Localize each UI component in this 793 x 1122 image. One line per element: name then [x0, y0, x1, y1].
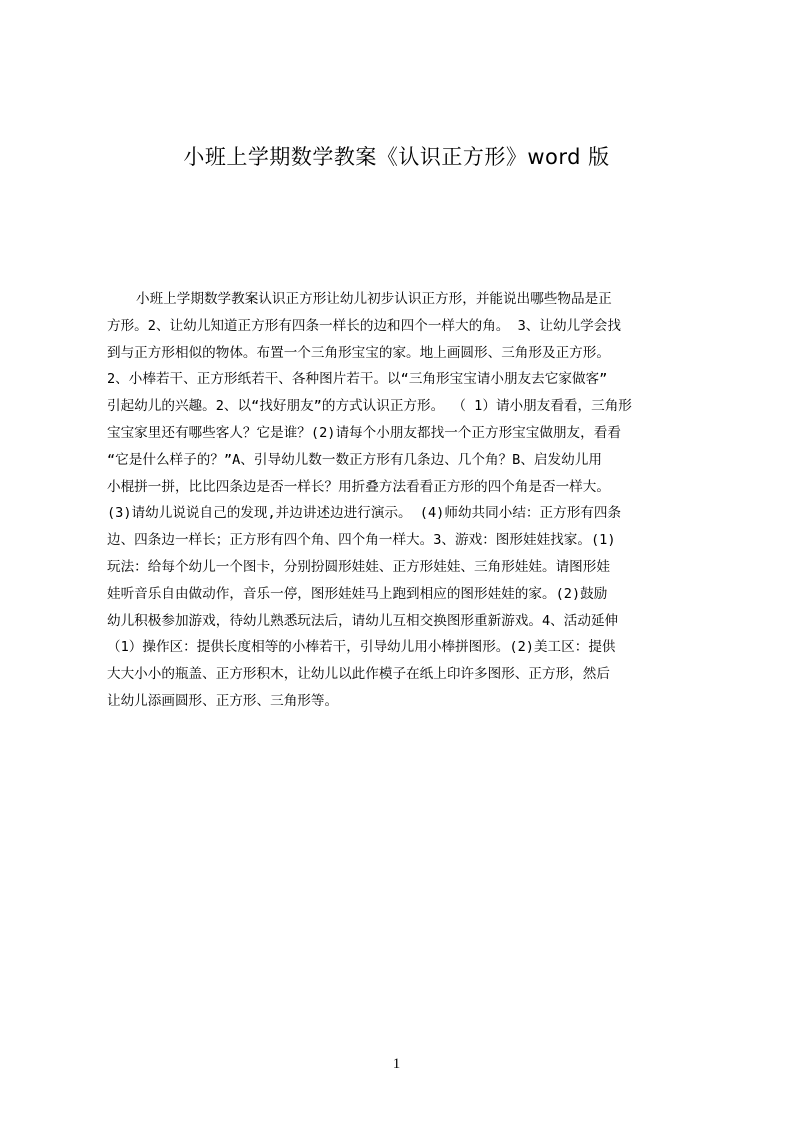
body-line: 引起幼儿的兴趣。2、以“找好朋友”的方式认识正方形。 （ 1）请小朋友看看，三角形 [107, 398, 632, 415]
body-line: 宝宝家里还有哪些客人？它是谁？(2)请每个小朋友都找一个正方形宝宝做朋友，看看 [107, 424, 621, 441]
body-line: 小棍拼一拼，比比四条边是否一样长？用折叠方法看看正方形的四个角是否一样大。 [107, 478, 610, 495]
body-line: (3)请幼儿说说自己的发现,并边讲述边进行演示。 (4)师幼共同小结：正方形有四条 [107, 505, 622, 522]
body-line: 大大小小的瓶盖、正方形积木，让幼儿以此作模子在纸上印许多图形、正方形，然后 [107, 666, 610, 683]
body-line: 幼儿积极参加游戏，待幼儿熟悉玩法后，请幼儿互相交换图形重新游戏。4、活动延伸 [107, 612, 619, 629]
page-number: 1 [392, 1056, 401, 1072]
body-line: 玩法：给每个幼儿一个图卡，分别扮圆形娃娃、正方形娃娃、三角形娃娃。请图形娃 [107, 558, 610, 575]
body-line: 边、四条边一样长；正方形有四个角、四个角一样大。3、游戏：图形娃娃找家。(1) [107, 532, 616, 549]
document-title: 小班上学期数学教案《认识正方形》word 版 [183, 145, 610, 169]
document-body [107, 286, 701, 715]
body-line: 2、小棒若干、正方形纸若干、各种图片若干。以“三角形宝宝请小朋友去它家做客” [107, 371, 608, 388]
body-line: 小班上学期数学教案认识正方形让幼儿初步认识正方形，并能说出哪些物品是正 [136, 291, 612, 307]
body-line: 方形。2、让幼儿知道正方形有四条一样长的边和四个一样大的角。 3、让幼儿学会找 [107, 317, 621, 334]
body-line: 娃听音乐自由做动作，音乐一停，图形娃娃马上跑到相应的图形娃娃的家。(2)鼓励 [107, 585, 608, 602]
body-line: “它是什么样子的？”A、引导幼儿数一数正方形有几条边、几个角？B、启发幼儿用 [107, 451, 602, 468]
body-line: （1）操作区：提供长度相等的小棒若干，引导幼儿用小棒拼图形。(2)美工区：提供 [107, 639, 616, 656]
body-line: 到与正方形相似的物体。布置一个三角形宝宝的家。地上画圆形、三角形及正方形。 [107, 344, 610, 361]
body-line: 让幼儿添画圆形、正方形、三角形等。 [107, 692, 339, 709]
